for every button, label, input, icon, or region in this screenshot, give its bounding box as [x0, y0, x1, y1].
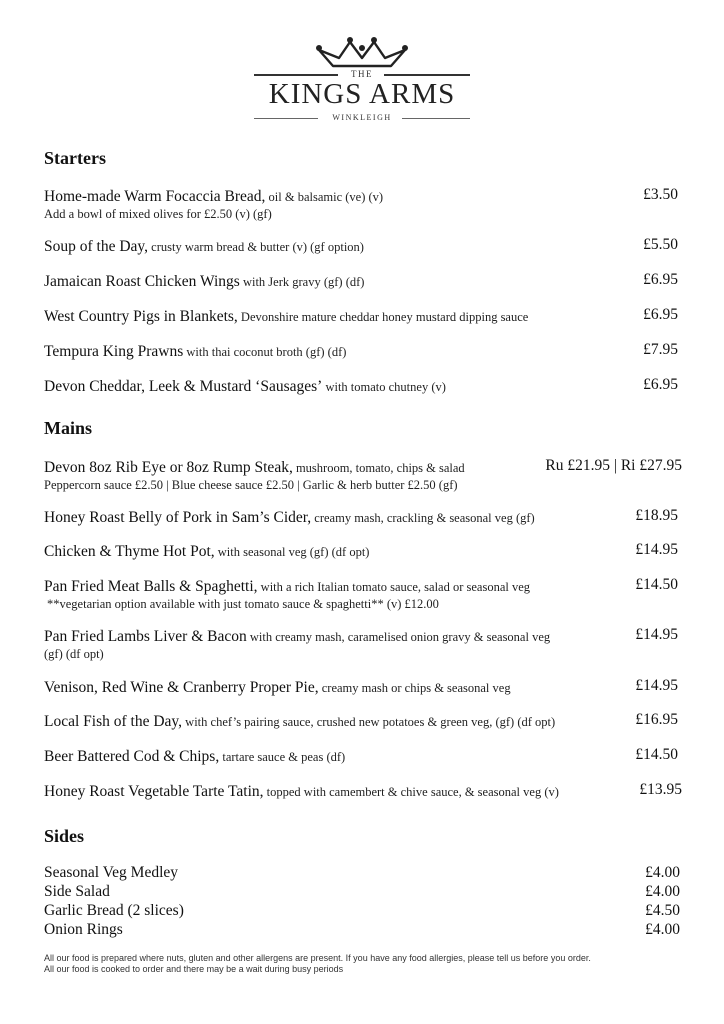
side-name: Side Salad: [44, 883, 110, 900]
logo-rule-bottom-right: [402, 118, 470, 119]
side-name: Garlic Bread (2 slices): [44, 902, 184, 919]
item-name: Local Fish of the Day,: [44, 713, 183, 730]
item-name: Home-made Warm Focaccia Bread,: [44, 188, 266, 205]
list-item: [44, 921, 680, 940]
item-name: Pan Fried Lambs Liver & Bacon: [44, 628, 247, 645]
logo-the: THE: [351, 69, 373, 79]
item-price: £14.50: [635, 746, 678, 763]
item-name: Honey Roast Vegetable Tarte Tatin,: [44, 783, 264, 800]
item-note: (gf) (df opt): [44, 647, 104, 661]
side-name: Onion Rings: [44, 921, 123, 938]
crown-icon: [313, 36, 411, 70]
item-price: £6.95: [643, 376, 678, 393]
item-price: £5.50: [643, 236, 678, 253]
item-price: £14.95: [635, 626, 678, 643]
item-price: £16.95: [635, 711, 678, 728]
footer-line-allergens: All our food is prepared where nuts, gluten and other allergens are present. If you have any food allergies, please tell us before you order.: [44, 953, 591, 963]
item-description: with tomato chutney (v): [322, 380, 446, 394]
item-description: creamy mash or chips & seasonal veg: [318, 681, 511, 695]
side-price: £4.00: [645, 921, 680, 938]
menu-item: [44, 306, 684, 326]
item-description: with chef’s pairing sauce, crushed new potatoes & green veg, (gf) (df opt): [182, 715, 556, 729]
item-description: with thai coconut broth (gf) (df): [183, 345, 347, 359]
item-price: £18.95: [635, 507, 678, 524]
list-item: [44, 883, 680, 902]
list-item: [44, 902, 680, 921]
sides-list: [44, 864, 680, 940]
item-price: £14.50: [635, 576, 678, 593]
item-price: £7.95: [643, 341, 678, 358]
item-description: Devonshire mature cheddar honey mustard dipping sauce: [237, 310, 529, 324]
menu-item: [44, 576, 684, 612]
menu-item: [44, 711, 684, 731]
item-name: Venison, Red Wine & Cranberry Proper Pie,: [44, 679, 319, 696]
item-price: £13.95: [639, 781, 682, 798]
item-name: Devon Cheddar, Leek & Mustard ‘Sausages’: [44, 378, 323, 395]
footer-line-wait: All our food is cooked to order and there may be a wait during busy periods: [44, 964, 344, 974]
item-price: £6.95: [643, 306, 678, 323]
item-name: West Country Pigs in Blankets,: [44, 308, 238, 325]
section-title-starters: Starters: [44, 148, 106, 168]
item-description: crusty warm bread & butter (v) (gf option): [148, 240, 364, 254]
item-name: Chicken & Thyme Hot Pot,: [44, 543, 215, 560]
item-price: Ru £21.95 | Ri £27.95: [545, 457, 682, 474]
item-name: Beer Battered Cod & Chips,: [44, 748, 220, 765]
menu-item: [44, 271, 684, 291]
allergen-footer: [44, 953, 591, 975]
item-note: **vegetarian option available with just tomato sauce & spaghetti** (v) £12.00: [47, 597, 439, 611]
logo-name: KINGS ARMS: [268, 78, 456, 110]
menu-item: [44, 457, 684, 493]
menu-item: [44, 341, 684, 361]
side-price: £4.00: [645, 883, 680, 900]
list-item: [44, 864, 680, 883]
item-description: with creamy mash, caramelised onion gravy & seasonal veg: [246, 630, 551, 644]
kings-arms-logo: [0, 36, 724, 126]
item-description: with a rich Italian tomato sauce, salad or seasonal veg: [257, 580, 531, 594]
side-price: £4.00: [645, 864, 680, 881]
menu-item: [44, 541, 684, 561]
section-title-mains: Mains: [44, 418, 93, 438]
item-name: Honey Roast Belly of Pork in Sam’s Cider,: [44, 509, 312, 526]
side-name: Seasonal Veg Medley: [44, 864, 179, 881]
item-name: Jamaican Roast Chicken Wings: [44, 273, 240, 290]
item-name: Soup of the Day,: [44, 238, 149, 255]
item-description: creamy mash, crackling & seasonal veg (gf): [311, 511, 535, 525]
item-description: tartare sauce & peas (df): [219, 750, 346, 764]
menu-item: [44, 746, 684, 766]
menu-item: [44, 626, 684, 662]
item-name: Devon 8oz Rib Eye or 8oz Rump Steak,: [44, 459, 293, 476]
menu-item: [44, 677, 684, 697]
item-description: mushroom, tomato, chips & salad: [292, 461, 465, 475]
item-description: topped with camembert & chive sauce, & seasonal veg (v): [263, 785, 559, 799]
item-note: Add a bowl of mixed olives for £2.50 (v) (gf): [44, 207, 272, 221]
item-name: Tempura King Prawns: [44, 343, 184, 360]
item-name: Pan Fried Meat Balls & Spaghetti,: [44, 578, 258, 595]
menu-item: [44, 186, 684, 222]
menu-item: [44, 507, 684, 527]
menu-item: [44, 236, 684, 256]
item-price: £6.95: [643, 271, 678, 288]
item-description: with seasonal veg (gf) (df opt): [214, 545, 370, 559]
logo-location: WINKLEIGH: [332, 113, 392, 122]
menu-item: [44, 781, 684, 801]
menu-item: [44, 376, 684, 396]
item-price: £14.95: [635, 541, 678, 558]
logo-rule-right: [384, 74, 470, 76]
item-description: oil & balsamic (ve) (v): [265, 190, 384, 204]
item-price: £3.50: [643, 186, 678, 203]
item-price: £14.95: [635, 677, 678, 694]
item-description: with Jerk gravy (gf) (df): [239, 275, 365, 289]
section-title-sides: Sides: [44, 826, 85, 846]
item-note: Peppercorn sauce £2.50 | Blue cheese sauce £2.50 | Garlic & herb butter £2.50 (gf): [44, 478, 458, 492]
side-price: £4.50: [645, 902, 680, 919]
